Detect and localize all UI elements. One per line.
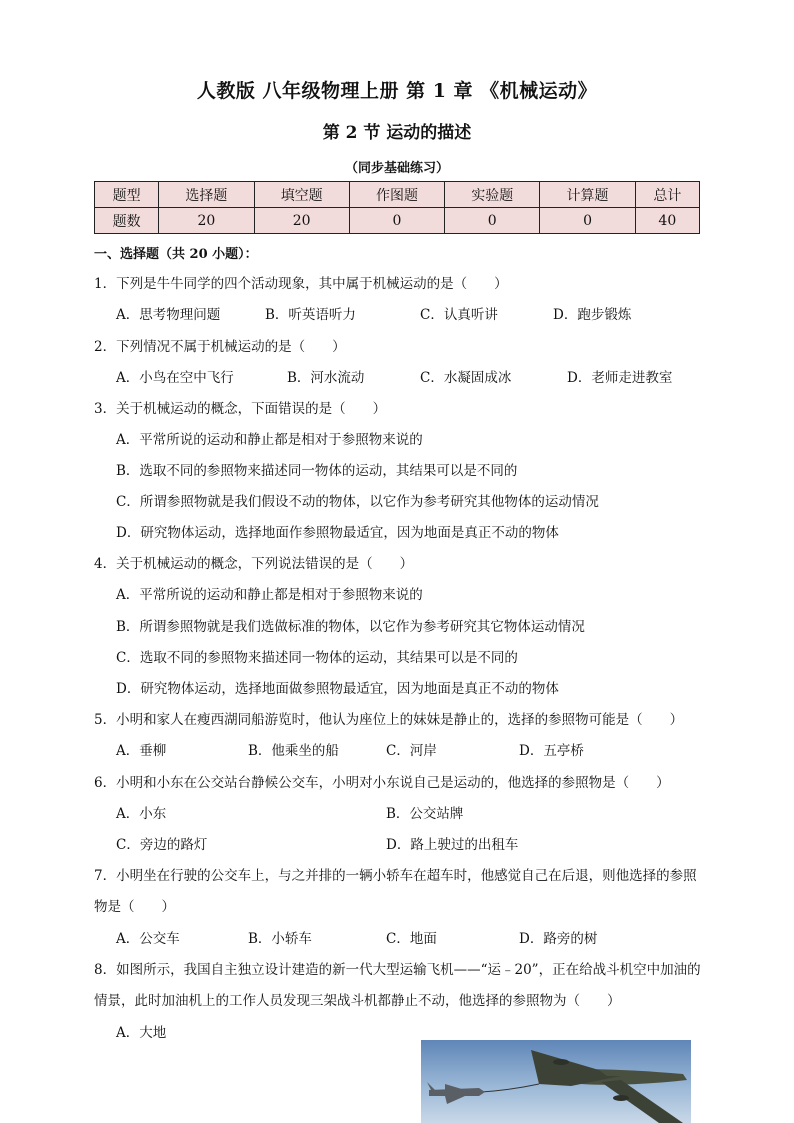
question-stem: 5．小明和家人在瘦西湖同船游览时，他认为座位上的妹妹是静止的，选择的参照物可能是（ ） xyxy=(94,712,684,728)
page-title: 人教版 八年级物理上册 第 1 章 《机械运动》 xyxy=(196,80,598,102)
option: B．河水流动 xyxy=(287,370,365,386)
question-stem: 4．关于机械运动的概念，下列说法错误的是（ ） xyxy=(94,556,414,572)
option: D．五亭桥 xyxy=(519,743,584,759)
table-cell: 20 xyxy=(159,208,254,234)
table-cell: 作图题 xyxy=(349,182,444,208)
option: D．研究物体运动，选择地面作参照物最适宜，因为地面是真正不动的物体 xyxy=(116,525,559,541)
option: D．研究物体运动，选择地面做参照物最适宜，因为地面是真正不动的物体 xyxy=(116,681,559,697)
table-cell: 题数 xyxy=(95,208,159,234)
question-stem: 3．关于机械运动的概念，下面错误的是（ ） xyxy=(94,401,387,417)
option: C．选取不同的参照物来描述同一物体的运动，其结果可以是不同的 xyxy=(116,650,518,666)
table-cell: 实验题 xyxy=(445,182,540,208)
table-cell: 总计 xyxy=(635,182,699,208)
option: C．认真听讲 xyxy=(420,307,498,323)
option: B．听英语听力 xyxy=(265,307,356,323)
option: C．地面 xyxy=(386,931,437,947)
question-stem: 2．下列情况不属于机械运动的是（ ） xyxy=(94,339,346,355)
option: A．大地 xyxy=(116,1025,167,1041)
section-subtitle: 第 2 节 运动的描述 xyxy=(322,123,472,143)
question-stem: 6．小明和小东在公交站台静候公交车，小明对小东说自己是运动的，他选择的参照物是（ ） xyxy=(94,775,670,791)
option: D．跑步锻炼 xyxy=(553,307,632,323)
option: A．垂柳 xyxy=(116,743,167,759)
option: C．旁边的路灯 xyxy=(116,837,208,853)
option: A．思考物理问题 xyxy=(116,307,221,323)
question-stats-table xyxy=(94,181,700,234)
question-stem: 8．如图所示，我国自主独立设计建造的新一代大型运输飞机——“运﹣20”，正在给战斗机空中加油的情景，此时加油机上的工作人员发现三架战斗机都静止不动，他选择的参照物为（ ） xyxy=(94,962,701,1009)
option: B．小轿车 xyxy=(248,931,312,947)
option: B．他乘坐的船 xyxy=(248,743,339,759)
question-stem: 1．下列是牛牛同学的四个活动现象，其中属于机械运动的是（ ） xyxy=(94,276,508,292)
table-cell: 选择题 xyxy=(159,182,254,208)
table-cell: 题型 xyxy=(95,182,159,208)
table-cell: 40 xyxy=(635,208,699,234)
table-cell: 0 xyxy=(349,208,444,234)
table-cell: 0 xyxy=(540,208,635,234)
option: D．老师走进教室 xyxy=(567,370,673,386)
section-heading: 一、选择题（共 20 小题）： xyxy=(94,247,258,262)
question-stem: 7．小明坐在行驶的公交车上，与之并排的一辆小轿车在超车时，他感觉自己在后退，则他选择的参照物是（ ） xyxy=(94,868,697,915)
option: A．小鸟在空中飞行 xyxy=(116,370,234,386)
option: A．平常所说的运动和静止都是相对于参照物来说的 xyxy=(116,587,423,603)
table-cell: 填空题 xyxy=(254,182,349,208)
table-cell: 计算题 xyxy=(540,182,635,208)
option: D．路上驶过的出租车 xyxy=(386,837,519,853)
option: A．公交车 xyxy=(116,931,180,947)
option: A．小东 xyxy=(116,806,167,822)
option: D．路旁的树 xyxy=(519,931,598,947)
option: B．选取不同的参照物来描述同一物体的运动，其结果可以是不同的 xyxy=(116,463,518,479)
option: A．平常所说的运动和静止都是相对于参照物来说的 xyxy=(116,432,423,448)
table-cell: 0 xyxy=(445,208,540,234)
table-row xyxy=(95,208,700,234)
table-cell: 20 xyxy=(254,208,349,234)
option: C．河岸 xyxy=(386,743,437,759)
table-row xyxy=(95,182,700,208)
option: B．所谓参照物就是我们选做标准的物体，以它作为参考研究其它物体运动情况 xyxy=(116,619,585,635)
practice-label: （同步基础练习） xyxy=(344,161,449,176)
option: B．公交站牌 xyxy=(386,806,464,822)
refueling-aircraft-photo xyxy=(421,1040,691,1123)
option: C．所谓参照物就是我们假设不动的物体，以它作为参考研究其他物体的运动情况 xyxy=(116,494,599,510)
option: C．水凝固成冰 xyxy=(420,370,512,386)
